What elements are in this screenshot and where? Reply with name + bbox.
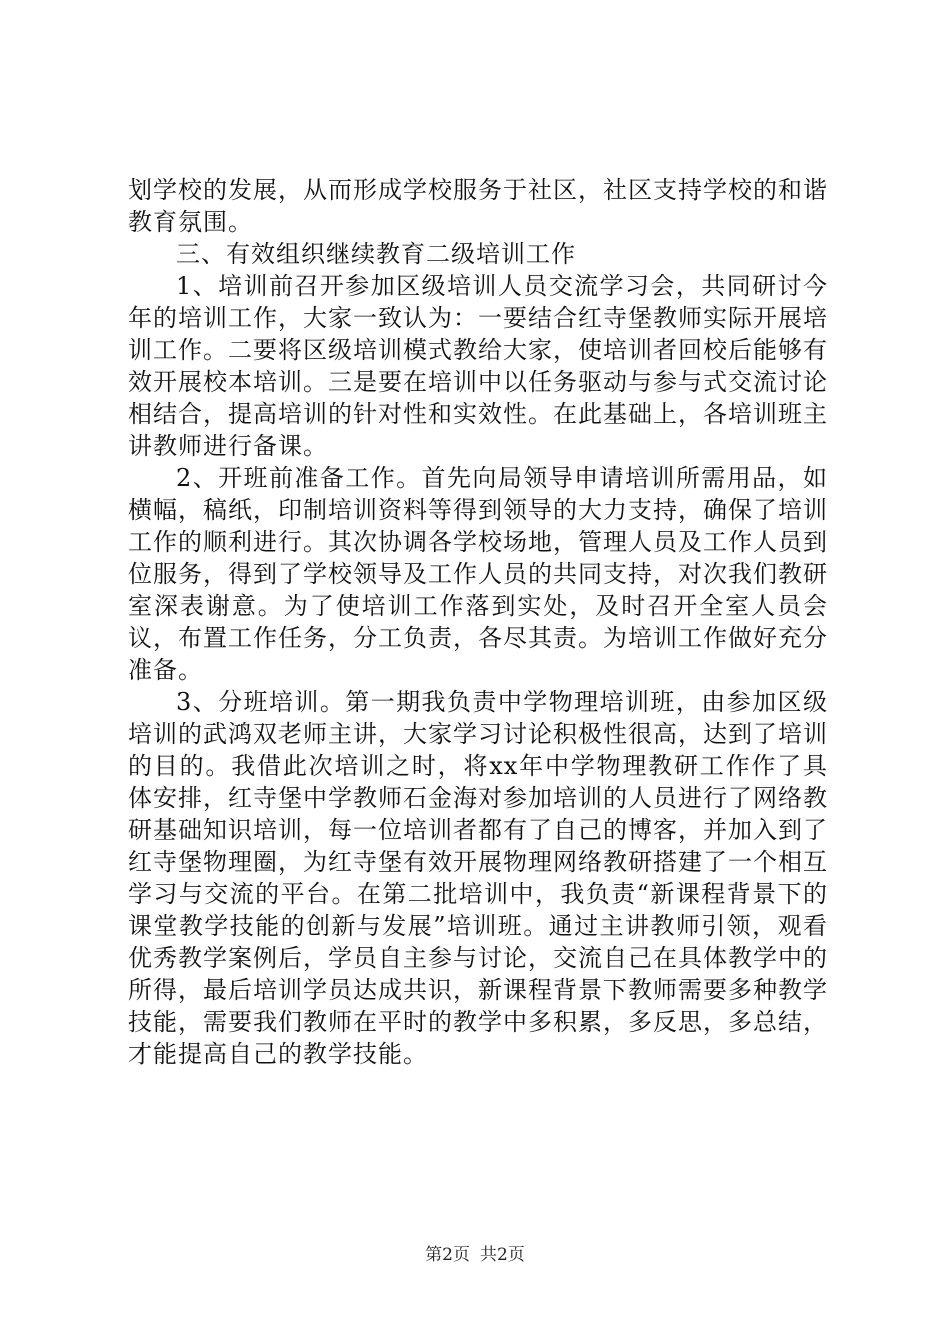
paragraph-continuation: 划学校的发展，从而形成学校服务于社区，社区支持学校的和谐教育氛围。 xyxy=(128,176,828,236)
paragraph-item-3: 3、分班培训。第一期我负责中学物理培训班，由参加区级培训的武鸿双老师主讲，大家学习讨论积极性很高，达到了培训的目的。我借此次培训之时，将xx年中学物理教研工作作了具体安排，红寺堡中学教师石金海对参加培训的人员进行了网络教研基础知识培训，每一位培训者都有了自己的博客，并加入到了红寺堡物理圈，为红寺堡有效开展物理网络教研搭建了一个相互学习与交流的平台。在第二批培训中，我负责“新课程背景下的课堂教学技能的创新与发展”培训班。通过主讲教师引领，观看优秀教学案例后，学员自主参与讨论，交流自己在具体教学中的所得，最后培训学员达成共识，新课程背景下教师需要多种教学技能，需要我们教师在平时的教学中多积累，多反思，多总结，才能提高自己的教学技能。 xyxy=(128,688,828,1068)
page-number-current: 第2页 xyxy=(425,1245,470,1265)
paragraph-item-2: 2、开班前准备工作。首先向局领导申请培训所需用品，如横幅，稿纸，印制培训资料等得到领导的大力支持，确保了培训工作的顺利进行。其次协调各学校场地，管理人员及工作人员到位服务，得到了学校领导及工作人员的共同支持，对次我们教研室深表谢意。为了使培训工作落到实处，及时召开全室人员会议，布置工作任务，分工负责，各尽其责。为培训工作做好充分准备。 xyxy=(128,464,828,684)
page-footer xyxy=(0,1244,950,1266)
section-heading: 三、有效组织继续教育二级培训工作 xyxy=(176,240,576,268)
paragraph-item-1: 1、培训前召开参加区级培训人员交流学习会，共同研讨今年的培训工作，大家一致认为：一要结合红寺堡教师实际开展培训工作。二要将区级培训模式教给大家，使培训者回校后能够有效开展校本培训。三是要在培训中以任务驱动与参与式交流讨论相结合，提高培训的针对性和实效性。在此基础上，各培训班主讲教师进行备课。 xyxy=(128,272,828,460)
document-body xyxy=(128,174,828,1070)
page-number-total: 共2页 xyxy=(480,1245,525,1265)
